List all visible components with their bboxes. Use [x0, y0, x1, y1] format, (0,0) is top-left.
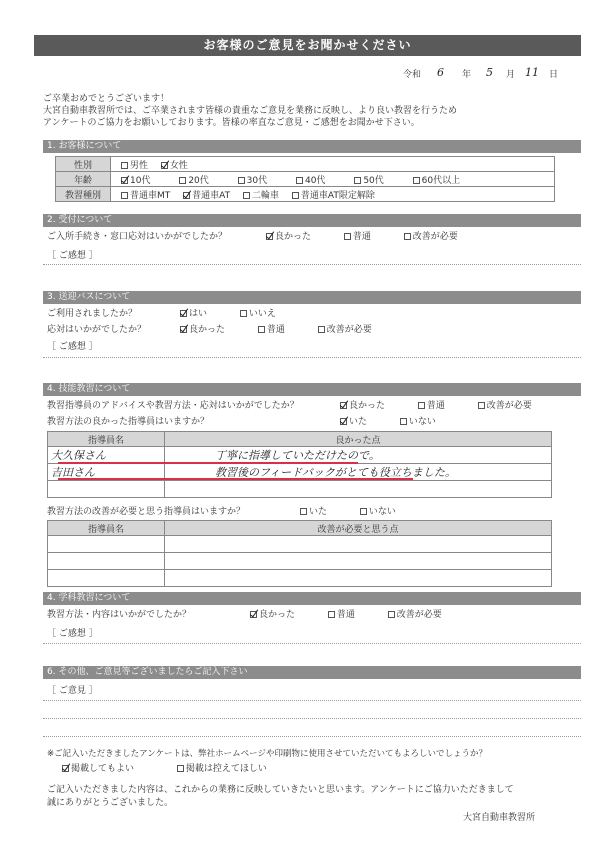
checkbox-20s[interactable] — [179, 177, 186, 184]
consent-question: ※ご記入いただきましたアンケートは、弊社ホームページや印刷物に使用させていただいてもよろしいでしょうか？ — [47, 749, 487, 759]
bad-instructor-options — [300, 508, 406, 517]
course-options — [111, 187, 555, 202]
checkbox-consent-decline[interactable] — [177, 765, 184, 772]
checkbox-10s[interactable] — [121, 177, 128, 184]
reception-question: ご入所手続き・窓口応対はいかがでしたか？ — [47, 232, 228, 242]
checkbox-practical-normal[interactable] — [418, 402, 425, 409]
checkbox-bus-improve[interactable] — [318, 326, 325, 333]
bus-comment-line[interactable] — [43, 357, 581, 358]
red-underline-1 — [58, 462, 358, 464]
checkbox-at-release[interactable] — [292, 192, 299, 199]
section-1-header: 1. お客様について — [43, 140, 581, 153]
age-options — [111, 172, 555, 187]
bus-service-option-improve[interactable]: 改善が必要 — [318, 325, 372, 335]
section-2-header: 2. 受付について — [43, 214, 581, 227]
other-comment-line-3[interactable] — [43, 736, 581, 737]
bus-service-question: 応対はいかがでしたか？ — [47, 325, 147, 335]
gender-label: 性別 — [56, 157, 111, 172]
checkbox-reception-improve[interactable] — [404, 233, 411, 240]
checkbox-60s-plus[interactable] — [413, 177, 420, 184]
checkbox-male[interactable] — [121, 162, 128, 169]
good-instructor-options — [340, 418, 446, 427]
gender-option-male[interactable]: 男性 — [121, 161, 148, 171]
good-instructor-name-3[interactable] — [48, 481, 165, 498]
checkbox-bus-good[interactable] — [180, 326, 187, 333]
classroom-option-improve[interactable]: 改善が必要 — [388, 610, 442, 620]
section-4-header: 4. 技能教習について — [43, 383, 581, 396]
bad-instructor-point-3[interactable] — [165, 570, 552, 587]
good-instructor-option-no[interactable]: いない — [400, 417, 436, 427]
checkbox-classroom-normal[interactable] — [328, 611, 335, 618]
checkbox-mt[interactable] — [121, 192, 128, 199]
date-year-unit: 年 — [462, 70, 472, 80]
practical-question: 教習指導員のアドバイスや教習方法・応対はいかがでしたか？ — [47, 401, 299, 411]
checkbox-reception-good[interactable] — [266, 233, 273, 240]
checkbox-bus-yes[interactable] — [180, 310, 187, 317]
classroom-option-good[interactable]: 良かった — [250, 610, 295, 620]
bad-table-header-name: 指導員名 — [48, 521, 165, 536]
intro-line-1: ご卒業おめでとうございます！ — [43, 94, 170, 104]
bad-instructor-option-no[interactable]: いない — [360, 507, 396, 517]
consent-options — [62, 765, 277, 774]
practical-option-improve[interactable]: 改善が必要 — [478, 401, 532, 411]
age-option-20s[interactable]: 20代 — [179, 176, 208, 186]
bus-use-option-no[interactable]: いいえ — [240, 309, 276, 319]
checkbox-female[interactable] — [161, 162, 168, 169]
classroom-comment-label: ［ ご感想 ］ — [47, 629, 98, 639]
other-comment-line-1[interactable] — [43, 700, 581, 701]
section-6-header: 6. その他、ご意見等ございましたらご記入下さい — [43, 666, 581, 679]
checkbox-classroom-good[interactable] — [250, 611, 257, 618]
age-option-40s[interactable]: 40代 — [296, 176, 325, 186]
bad-instructor-table — [47, 520, 552, 587]
practical-options — [340, 402, 542, 411]
checkbox-bad-instructor-yes[interactable] — [300, 508, 307, 515]
bad-instructor-name-1[interactable] — [48, 536, 165, 553]
classroom-question: 教習方法・内容はいかがでしたか？ — [47, 610, 192, 620]
reception-option-improve[interactable]: 改善が必要 — [404, 232, 458, 242]
table-row — [48, 570, 552, 587]
age-option-60s-plus[interactable]: 60代以上 — [413, 176, 460, 186]
table-row — [48, 553, 552, 570]
course-option-mt[interactable]: 普通車MT — [121, 191, 170, 201]
good-instructor-name-2[interactable]: 吉田さん — [48, 464, 165, 481]
practical-option-normal[interactable]: 普通 — [418, 401, 445, 411]
date-era: 令和 — [403, 70, 422, 80]
date-day[interactable]: 11 — [525, 66, 539, 79]
date-day-unit: 日 — [549, 70, 559, 80]
consent-option-decline[interactable]: 掲載は控えてほしい — [177, 764, 267, 774]
age-option-30s[interactable]: 30代 — [238, 176, 267, 186]
age-option-50s[interactable]: 50代 — [354, 176, 383, 186]
good-table-header-name: 指導員名 — [48, 432, 165, 447]
good-instructor-table — [47, 431, 552, 498]
checkbox-practical-good[interactable] — [340, 402, 347, 409]
good-instructor-option-yes[interactable]: いた — [340, 417, 367, 427]
good-instructor-point-3[interactable] — [165, 481, 552, 498]
age-label: 年齢 — [56, 172, 111, 187]
bus-use-question: ご利用されましたか？ — [47, 309, 138, 319]
good-instructor-point-1[interactable]: 丁寧に指導していただけたので。 — [165, 447, 552, 464]
checkbox-reception-normal[interactable] — [344, 233, 351, 240]
reception-option-normal[interactable]: 普通 — [344, 232, 371, 242]
section-5-header: 4. 学科教習について — [43, 592, 581, 605]
footer-line-1: ご記入いただきました内容は、これからの業務に反映していきたいと思います。アンケートにご協力いただきまして — [47, 785, 514, 795]
checkbox-bus-normal[interactable] — [258, 326, 265, 333]
checkbox-30s[interactable] — [238, 177, 245, 184]
course-option-at[interactable]: 普通車AT — [183, 191, 230, 201]
other-comment-label: ［ ご意見 ］ — [47, 686, 98, 696]
good-instructor-point-2[interactable]: 教習後のフィードバックがとても役立ちました。 — [165, 464, 552, 481]
table-row — [48, 447, 552, 464]
customer-info-table — [55, 156, 555, 202]
reception-comment-line[interactable] — [43, 264, 581, 265]
checkbox-at[interactable] — [183, 192, 190, 199]
bus-service-option-normal[interactable]: 普通 — [258, 325, 285, 335]
bad-instructor-question: 教習方法の改善が必要と思う指導員はいますか？ — [47, 507, 246, 517]
table-row — [48, 536, 552, 553]
good-instructor-question: 教習方法の良かった指導員はいますか？ — [47, 417, 210, 427]
gender-option-female[interactable]: 女性 — [161, 161, 188, 171]
good-table-header-point: 良かった点 — [165, 432, 552, 447]
course-option-motorcycle[interactable]: 二輪車 — [243, 191, 279, 201]
bad-instructor-name-2[interactable] — [48, 553, 165, 570]
checkbox-good-instructor-no[interactable] — [400, 418, 407, 425]
checkbox-consent-allow[interactable] — [62, 765, 69, 772]
reception-comment-label: ［ ご感想 ］ — [47, 251, 98, 261]
intro-line-3: アンケートのご協力をお願いしております。皆様の率直なご意見・ご感想をお聞かせ下さい。 — [43, 118, 420, 128]
consent-option-allow[interactable]: 掲載してもよい — [62, 764, 134, 774]
checkbox-bad-instructor-no[interactable] — [360, 508, 367, 515]
intro-line-2: 大宮自動車教習所では、ご卒業されます皆様の貴重なご意見を業務に反映し、より良い教習を行うため — [43, 106, 458, 116]
checkbox-50s[interactable] — [354, 177, 361, 184]
checkbox-bus-no[interactable] — [240, 310, 247, 317]
practical-option-good[interactable]: 良かった — [340, 401, 385, 411]
bad-instructor-point-2[interactable] — [165, 553, 552, 570]
section-3-header: 3. 送迎バスについて — [43, 291, 581, 304]
bus-use-option-yes[interactable]: はい — [180, 309, 207, 319]
classroom-comment-line[interactable] — [43, 643, 581, 644]
date-year[interactable]: 6 — [437, 66, 444, 79]
other-comment-line-2[interactable] — [43, 718, 581, 719]
checkbox-good-instructor-yes[interactable] — [340, 418, 347, 425]
checkbox-classroom-improve[interactable] — [388, 611, 395, 618]
bad-table-header-point: 改善が必要と思う点 — [165, 521, 552, 536]
bus-comment-label: ［ ご感想 ］ — [47, 342, 98, 352]
bad-instructor-option-yes[interactable]: いた — [300, 507, 327, 517]
red-underline-2 — [58, 478, 413, 480]
age-option-10s[interactable]: 10代 — [121, 176, 150, 186]
table-row — [48, 481, 552, 498]
bus-use-options — [180, 310, 286, 319]
bad-instructor-name-3[interactable] — [48, 570, 165, 587]
date-month-unit: 月 — [506, 70, 516, 80]
reception-options — [266, 233, 468, 242]
page-title: お客様のご意見をお聞かせください — [34, 35, 581, 56]
classroom-options — [250, 611, 452, 620]
footer-line-2: 誠にありがとうございました。 — [47, 798, 174, 808]
classroom-option-normal[interactable]: 普通 — [328, 610, 355, 620]
date-month[interactable]: 5 — [486, 66, 493, 79]
checkbox-practical-improve[interactable] — [478, 402, 485, 409]
checkbox-40s[interactable] — [296, 177, 303, 184]
reception-option-good[interactable]: 良かった — [266, 232, 311, 242]
course-option-at-release[interactable]: 普通車AT限定解除 — [292, 191, 375, 201]
gender-options — [111, 157, 555, 172]
checkbox-motorcycle[interactable] — [243, 192, 250, 199]
good-instructor-name-1[interactable]: 大久保さん — [48, 447, 165, 464]
bus-service-option-good[interactable]: 良かった — [180, 325, 225, 335]
signature: 大宮自動車教習所 — [463, 813, 536, 823]
bad-instructor-point-1[interactable] — [165, 536, 552, 553]
course-label: 教習種別 — [56, 187, 111, 202]
bus-service-options — [180, 326, 382, 335]
